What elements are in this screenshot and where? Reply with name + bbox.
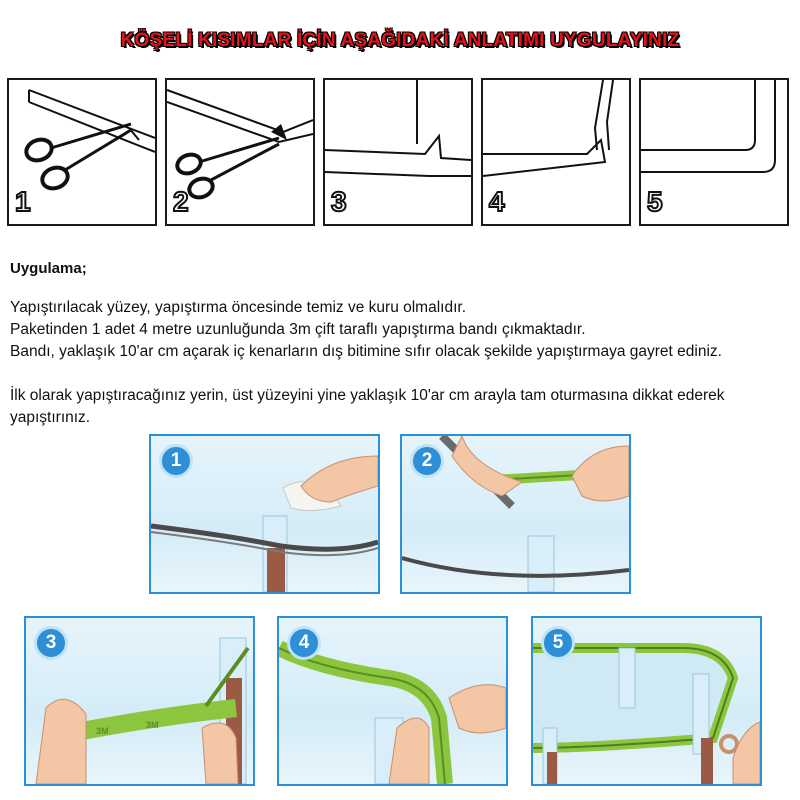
section-heading: Uygulama;	[10, 260, 87, 277]
diagram-step-number: 2	[173, 186, 189, 217]
photo-step-3	[24, 616, 255, 786]
diagram-step-5	[639, 78, 789, 226]
diagram-step-number: 4	[489, 186, 505, 217]
instruction-paragraph: Paketinden 1 adet 4 metre uzunluğunda 3m çift taraflı yapıştırma bandı çıkmaktadır.	[10, 321, 586, 338]
scissors-icon	[175, 138, 279, 201]
instruction-paragraph: İlk olarak yapıştıracağınız yerin, üst yüzeyini yine yaklaşık 10'ar cm arayla tam oturmasına dikkat ederek yapıştırınız.	[10, 387, 725, 426]
photo-step-2	[400, 434, 631, 594]
diagram-step-number: 3	[331, 186, 347, 217]
diagram-steps-row	[7, 78, 797, 228]
diagram-step-1	[7, 78, 157, 226]
tape-brand-print: 3M	[96, 726, 109, 736]
step-badge: 5	[541, 626, 575, 660]
photo-step-5	[531, 616, 762, 786]
diagram-step-2	[165, 78, 315, 226]
step-badge: 1	[159, 444, 193, 478]
diagram-step-4	[481, 78, 631, 226]
diagram-step-number: 1	[15, 186, 31, 217]
ok-hand-icon	[721, 736, 737, 752]
diagram-step-3	[323, 78, 473, 226]
tape-brand-print: 3M	[146, 720, 159, 730]
photo-step-1	[149, 434, 380, 594]
scissors-icon	[23, 124, 131, 192]
diagram-step-number: 5	[647, 186, 663, 217]
instruction-paragraph: Bandı, yaklaşık 10'ar cm açarak iç kenarların dış bitimine sıfır olacak şekilde yapıştırmaya gayret ediniz.	[10, 343, 722, 360]
page-title: KÖŞELİ KISIMLAR İÇİN AŞAĞIDAKİ ANLATIMI UYGULAYINIZ	[120, 30, 680, 51]
step-badge: 3	[34, 626, 68, 660]
instruction-paragraph: Yapıştırılacak yüzey, yapıştırma öncesinde temiz ve kuru olmalıdır.	[10, 299, 467, 316]
photo-step-4	[277, 616, 508, 786]
step-badge: 4	[287, 626, 321, 660]
step-badge: 2	[410, 444, 444, 478]
